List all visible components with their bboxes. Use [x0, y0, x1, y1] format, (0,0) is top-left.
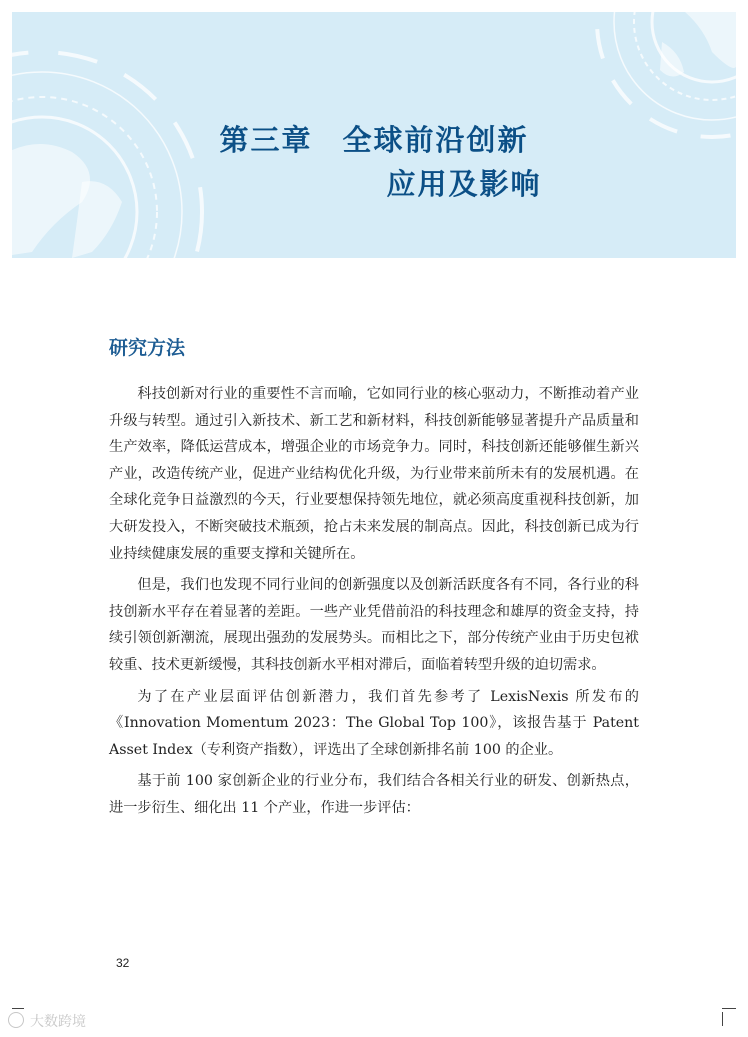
paragraph: 基于前 100 家创新企业的行业分布，我们结合各相关行业的研发、创新热点，进一步衍生、细化出 11 个产业，作进一步评估：: [109, 773, 639, 816]
crop-mark-bottom-left-h: [12, 1008, 24, 1009]
chapter-title: [0, 118, 748, 206]
crop-mark-bottom-right-v: [722, 1012, 723, 1026]
section-heading: 研究方法: [109, 337, 186, 359]
watermark-text: 大数跨境: [30, 1014, 86, 1030]
watermark-logo-icon: [8, 1012, 24, 1028]
crop-mark-bottom-right-h: [722, 1008, 736, 1009]
chapter-label: 第三章: [219, 123, 313, 157]
paragraph: 为了在产业层面评估创新潜力，我们首先参考了 LexisNexis 所发布的《Innovation Momentum 2023：The Global Top 100》，该报告基于 Patent Asset Index（专利资产指数），评选出了全球创新排名前 100 的企业。: [109, 688, 639, 758]
paragraph: 科技创新对行业的重要性不言而喻，它如同行业的核心驱动力，不断推动着产业升级与转型。通过引入新技术、新工艺和新材料，科技创新能够显著提升产品质量和生产效率，降低运营成本，增强企业的市场竞争力。同时，科技创新还能够催生新兴产业，改造传统产业，促进产业结构优化升级，为行业带来前所未有的发展机遇。在全球化竞争日益激烈的今天，行业要想保持领先地位，就必须高度重视科技创新，加大研发投入，不断突破技术瓶颈，抢占未来发展的制高点。因此，科技创新已成为行业持续健康发展的重要支撑和关键所在。: [109, 386, 639, 562]
page-number: 32: [116, 956, 130, 970]
chapter-title-line2: 应用及影响: [386, 167, 542, 201]
watermark: [8, 1011, 86, 1031]
paragraph: 但是，我们也发现不同行业间的创新强度以及创新活跃度各有不同，各行业的科技创新水平存在着显著的差距。一些产业凭借前沿的科技理念和雄厚的资金支持，持续引领创新潮流，展现出强劲的发展势头。而相比之下，部分传统产业由于历史包袱较重、技术更新缓慢，其科技创新水平相对滞后，面临着转型升级的迫切需求。: [109, 577, 639, 673]
body-text: [109, 381, 639, 827]
chapter-title-line1: [0, 118, 748, 162]
chapter-title-text: 全球前沿创新: [342, 123, 529, 157]
